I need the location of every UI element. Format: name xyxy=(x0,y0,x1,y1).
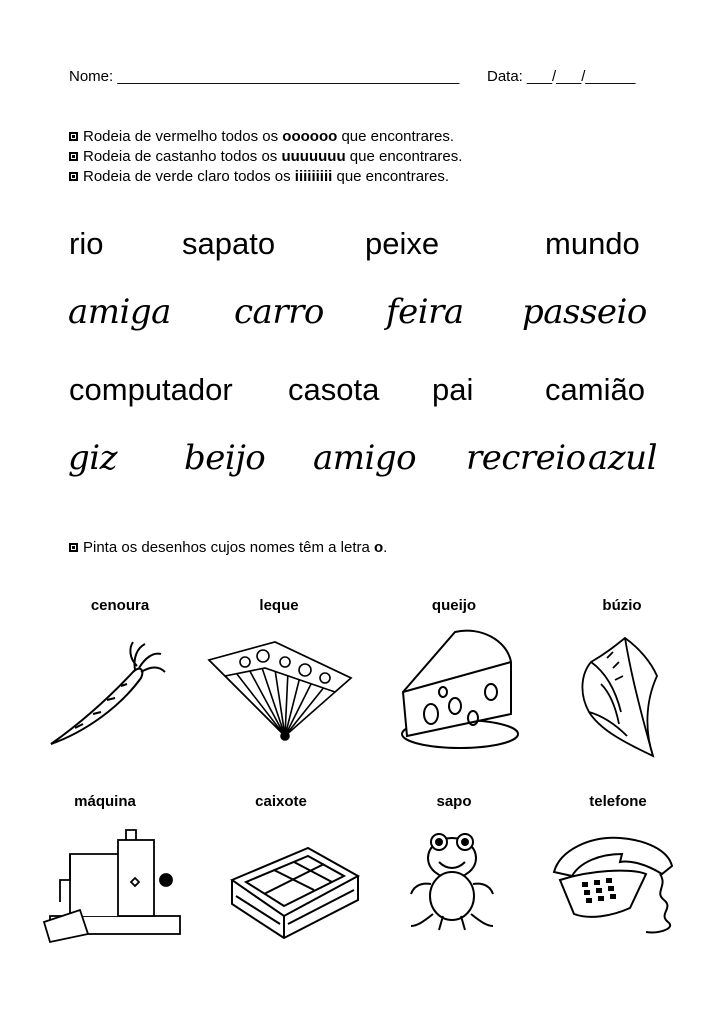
word-cursive: azul xyxy=(588,438,657,478)
picture-label: sapo xyxy=(436,793,472,810)
frog-icon xyxy=(405,826,535,946)
word-cursive: passeio xyxy=(522,292,647,332)
instruction-letters: o xyxy=(374,539,384,556)
word-cursive: carro xyxy=(234,292,324,332)
word: casota xyxy=(288,372,380,407)
picture-label: leque xyxy=(259,597,299,614)
picture-label: caixote xyxy=(255,793,307,810)
instruction-text: Rodeia de castanho todos os xyxy=(83,148,282,165)
square-bullet-icon xyxy=(69,152,78,161)
word: camião xyxy=(545,372,645,407)
picture-label: búzio xyxy=(602,597,642,614)
word: mundo xyxy=(545,226,640,261)
square-bullet-icon xyxy=(69,172,78,181)
word-cursive: amiga xyxy=(68,292,171,332)
square-bullet-icon xyxy=(69,132,78,141)
instruction-text: Rodeia de vermelho todos os xyxy=(83,128,283,145)
word-cursive: beijo xyxy=(184,438,266,478)
instruction-text: que encontrares. xyxy=(345,148,463,165)
word: rio xyxy=(69,226,104,261)
instruction-text: que encontrares. xyxy=(332,168,450,185)
picture-label: máquina xyxy=(74,793,136,810)
word: peixe xyxy=(365,226,440,261)
carrot-icon xyxy=(45,632,175,752)
crate-icon xyxy=(228,840,358,960)
instruction-red xyxy=(69,128,454,145)
shell-icon xyxy=(575,632,705,752)
word-cursive: feira xyxy=(386,292,464,332)
name-field-label: Nome: _________________________________________ xyxy=(69,68,460,85)
instruction-letters: iiiiiiiii xyxy=(294,168,333,185)
instruction-letters: uuuuuuu xyxy=(281,148,346,165)
instruction-brown xyxy=(69,148,462,165)
word: computador xyxy=(69,372,233,407)
instruction-text: que encontrares. xyxy=(337,128,455,145)
instruction-green xyxy=(69,168,449,185)
paint-instruction xyxy=(69,539,387,556)
instruction-text: Rodeia de verde claro todos os xyxy=(83,168,295,185)
word: pai xyxy=(432,372,474,407)
instruction-text: . xyxy=(383,539,388,556)
date-field-label: Data: ___/___/______ xyxy=(487,68,636,85)
word-cursive: amigo xyxy=(313,438,417,478)
cheese-icon xyxy=(395,622,525,742)
picture-label: queijo xyxy=(431,597,477,614)
fan-icon xyxy=(205,632,335,752)
word-cursive: recreio xyxy=(466,438,586,478)
telephone-icon xyxy=(550,830,680,950)
picture-label: telefone xyxy=(589,793,647,810)
square-bullet-icon xyxy=(69,543,78,552)
sewing-machine-icon xyxy=(40,824,190,944)
word-cursive: giz xyxy=(68,438,118,478)
instruction-letters: oooooo xyxy=(282,128,338,145)
instruction-text: Pinta os desenhos cujos nomes têm a letra xyxy=(83,539,374,556)
word: sapato xyxy=(182,226,276,261)
picture-label: cenoura xyxy=(90,597,150,614)
